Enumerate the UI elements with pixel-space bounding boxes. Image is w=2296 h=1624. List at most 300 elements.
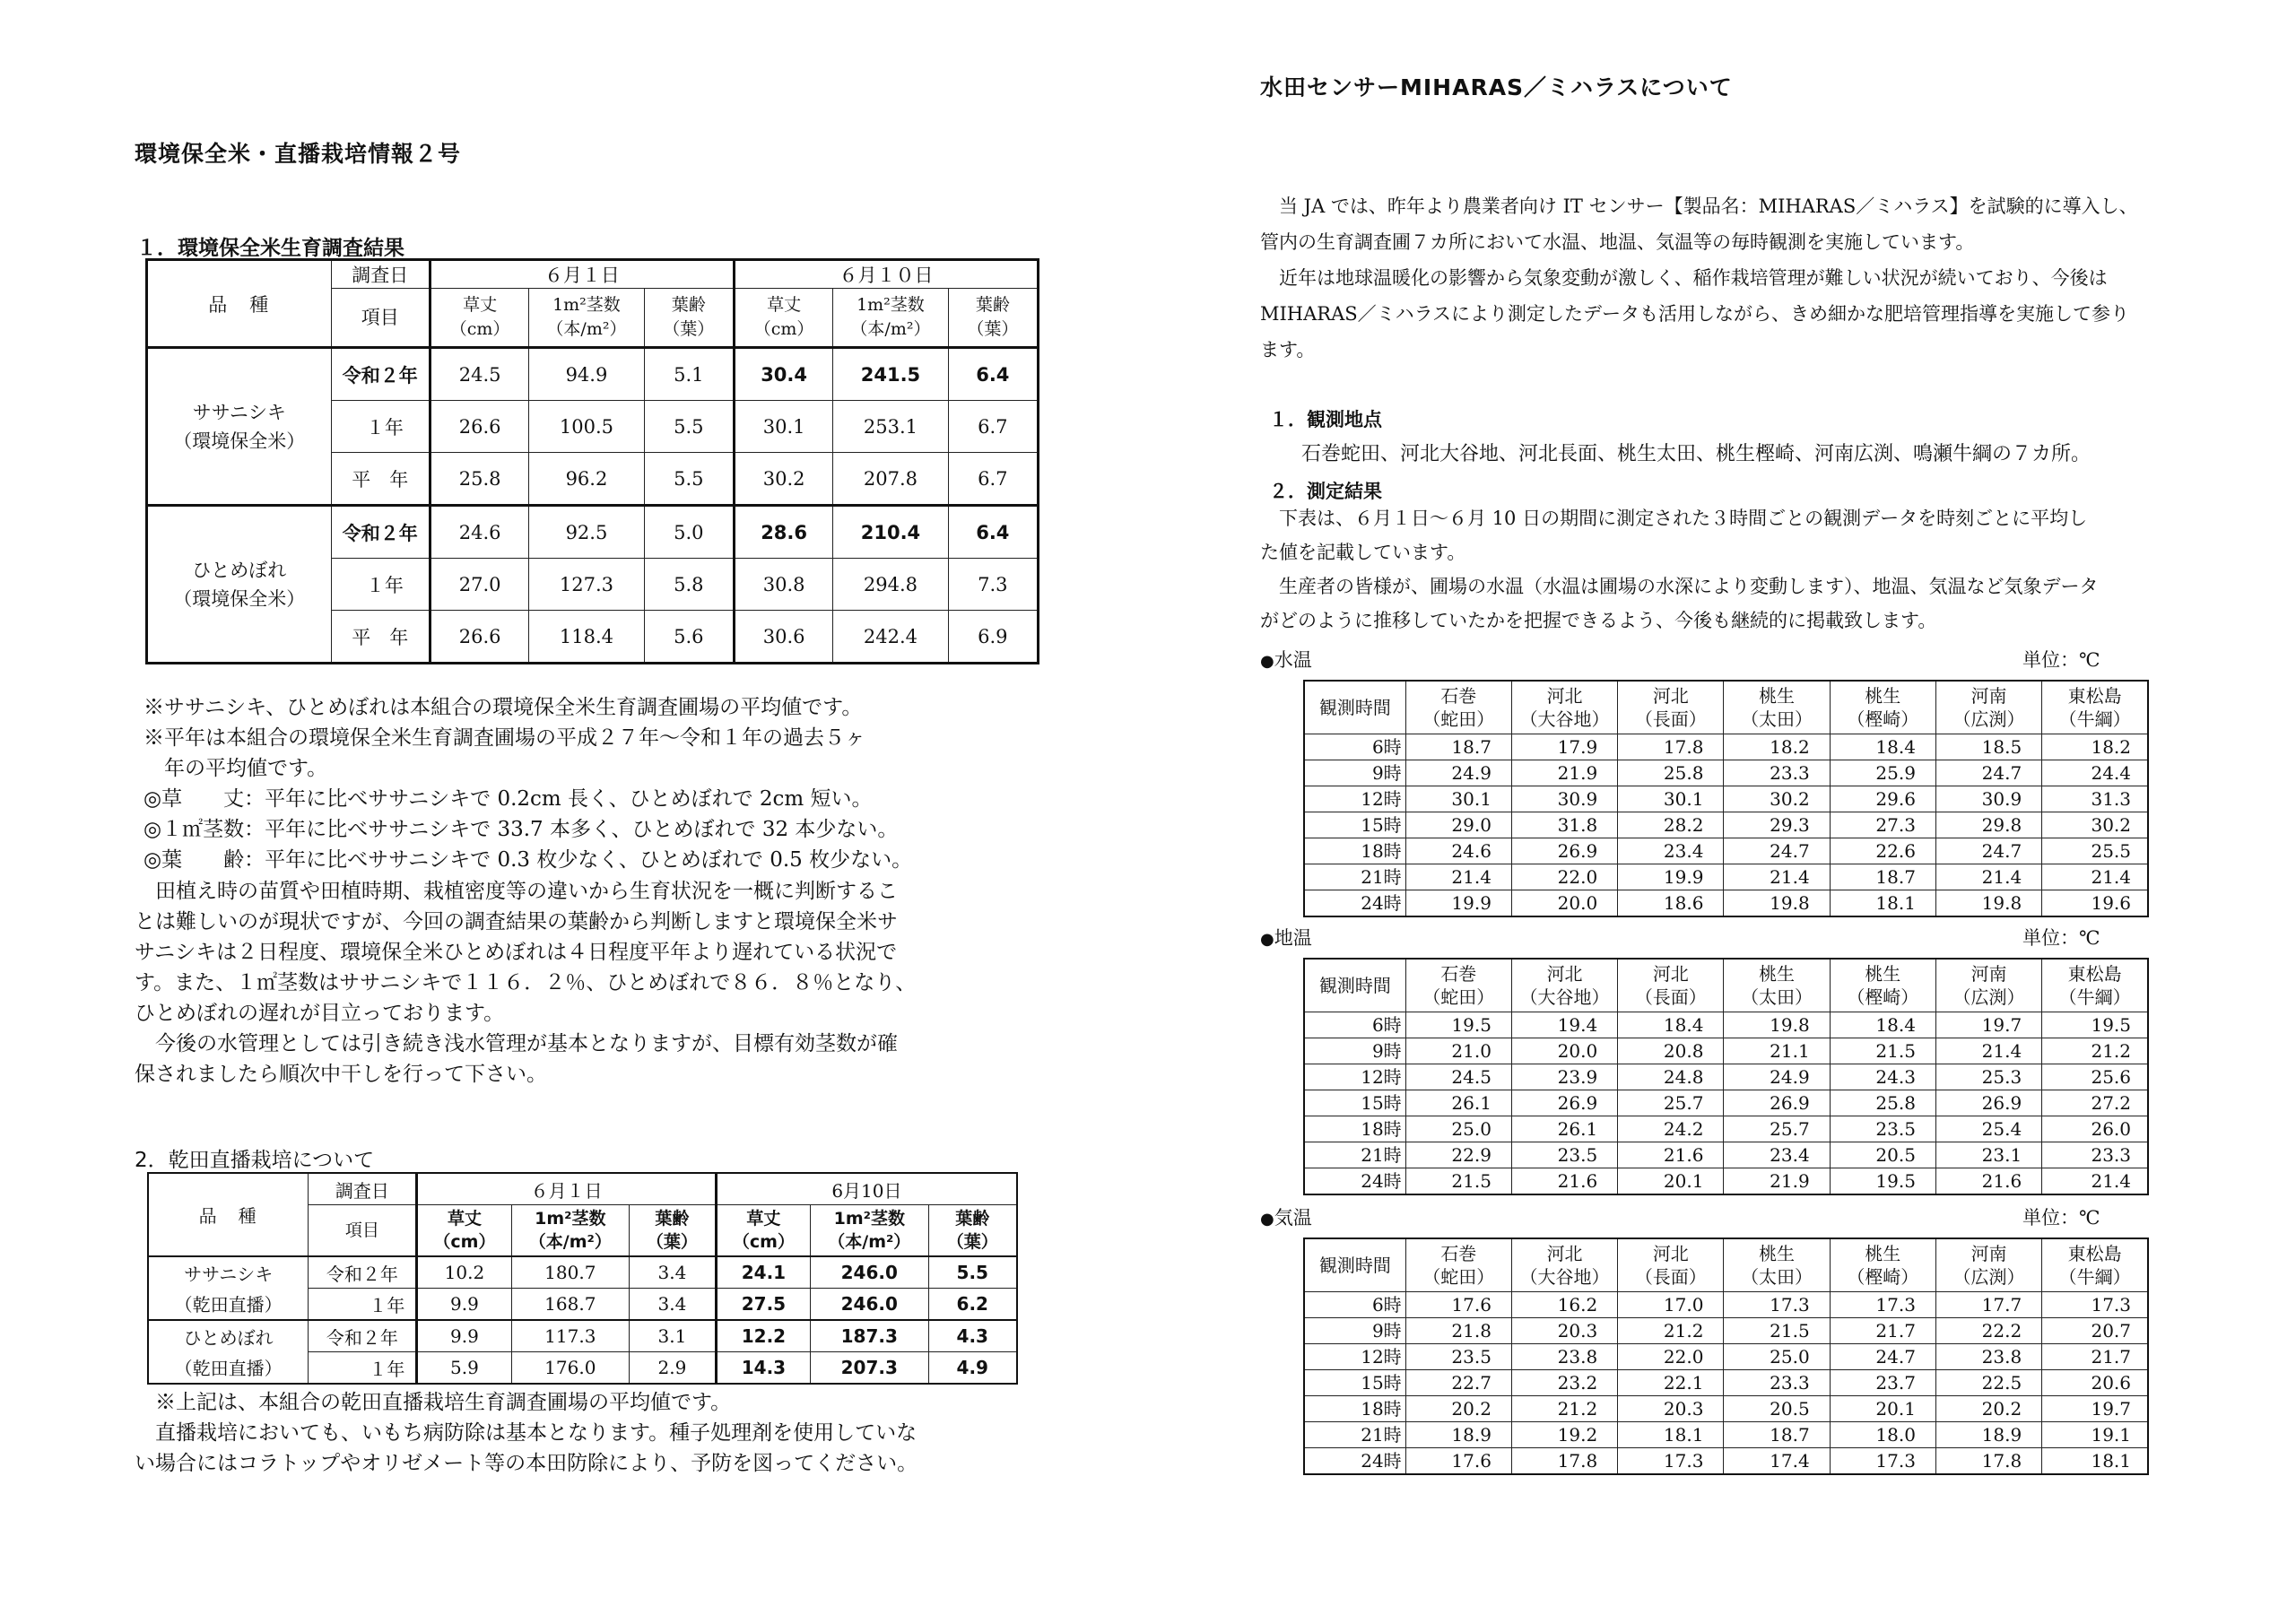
date2-header: 6月10日 bbox=[716, 1173, 1017, 1205]
right-page bbox=[1260, 0, 2193, 1624]
note-line: ◎１㎡茎数：平年に比べササニシキで 33.7 本多く、ひとめぼれで 32 本少ない。 bbox=[144, 818, 899, 841]
time-cell: 6時 bbox=[1304, 1012, 1405, 1038]
time-header: 観測時間 bbox=[1304, 959, 1405, 1012]
column-header: 1m²茎数 （本/m²） bbox=[833, 289, 948, 348]
value-cell: 117.3 bbox=[511, 1320, 630, 1352]
site-header: 河北 （大谷地） bbox=[1511, 1238, 1617, 1292]
note-line: ※平年は本組合の環境保全米生育調査圃場の平成２７年～令和１年の過去５ヶ bbox=[144, 726, 865, 750]
paragraph-line: 今後の水管理としては引き続き浅水管理が基本となりますが、目標有効茎数が確 bbox=[135, 1032, 898, 1055]
intro-line: MIHARAS／ミハラスにより測定したデータも活用しながら、きめ細かな肥培管理指導を実施して参り bbox=[1260, 303, 2130, 325]
value-cell: 3.4 bbox=[630, 1256, 717, 1289]
time-cell: 24時 bbox=[1304, 1168, 1405, 1195]
temperature-cell: 21.6 bbox=[1618, 1142, 1724, 1168]
temperature-cell: 30.2 bbox=[1724, 786, 1830, 812]
temperature-cell: 19.9 bbox=[1405, 890, 1511, 917]
site-header: 東松島 （牛綱） bbox=[2042, 681, 2148, 734]
value-cell: 6.4 bbox=[948, 506, 1038, 559]
year-label: １年 bbox=[331, 559, 430, 611]
value-cell: 294.8 bbox=[833, 559, 948, 611]
temperature-cell: 24.7 bbox=[1935, 838, 2041, 864]
value-cell: 30.2 bbox=[734, 453, 832, 506]
time-cell: 18時 bbox=[1304, 838, 1405, 864]
sensor-row bbox=[1304, 838, 2148, 864]
year-label: 令和２年 bbox=[331, 348, 430, 401]
value-cell: 176.0 bbox=[511, 1352, 630, 1385]
column-header: 葉齢 （葉） bbox=[948, 289, 1038, 348]
time-header: 観測時間 bbox=[1304, 681, 1405, 734]
temperature-cell: 22.9 bbox=[1405, 1142, 1511, 1168]
time-cell: 6時 bbox=[1304, 1292, 1405, 1318]
note-line: い場合にはコラトップやオリゼメート等の本田防除により、予防を図ってください。 bbox=[135, 1452, 918, 1475]
sensor-row bbox=[1304, 1168, 2148, 1195]
sensor-table-label bbox=[1260, 646, 1312, 673]
note-line: 年の平均値です。 bbox=[144, 757, 328, 780]
temperature-cell: 20.5 bbox=[1724, 1396, 1830, 1422]
temperature-cell: 29.3 bbox=[1724, 812, 1830, 838]
temperature-cell: 24.7 bbox=[1935, 760, 2041, 786]
temperature-cell: 21.4 bbox=[1405, 864, 1511, 890]
site-header: 桃生 （樫崎） bbox=[1830, 1238, 1935, 1292]
temperature-cell: 29.6 bbox=[1830, 786, 1935, 812]
section1-heading: １．環境保全米生育調査結果 bbox=[136, 237, 404, 260]
sensor-table bbox=[1303, 680, 2149, 917]
temperature-cell: 25.7 bbox=[1618, 1090, 1724, 1116]
time-cell: 21時 bbox=[1304, 864, 1405, 890]
value-cell: 246.0 bbox=[811, 1256, 929, 1289]
value-cell: 30.6 bbox=[734, 611, 832, 664]
note-line: ◎葉 齢：平年に比べササニシキで 0.3 枚少なく、ひとめぼれで 0.5 枚少ない。 bbox=[144, 848, 913, 872]
temperature-cell: 24.9 bbox=[1405, 760, 1511, 786]
site-header: 河北 （大谷地） bbox=[1511, 959, 1617, 1012]
temperature-cell: 21.5 bbox=[1724, 1318, 1830, 1344]
paragraph-line: 保されましたら順次中干しを行って下さい。 bbox=[135, 1063, 547, 1086]
sensor-row bbox=[1304, 1142, 2148, 1168]
temperature-cell: 17.8 bbox=[1511, 1448, 1617, 1475]
time-cell: 21時 bbox=[1304, 1422, 1405, 1448]
temperature-cell: 17.3 bbox=[1830, 1292, 1935, 1318]
value-cell: 5.5 bbox=[644, 401, 734, 453]
temperature-cell: 21.7 bbox=[1830, 1318, 1935, 1344]
year-label: １年 bbox=[309, 1289, 417, 1321]
time-cell: 12時 bbox=[1304, 1064, 1405, 1090]
temperature-cell: 25.4 bbox=[1935, 1116, 2041, 1142]
time-cell: 15時 bbox=[1304, 1090, 1405, 1116]
value-cell: 6.7 bbox=[948, 401, 1038, 453]
temperature-cell: 20.8 bbox=[1618, 1038, 1724, 1064]
temperature-cell: 31.8 bbox=[1511, 812, 1617, 838]
sensor-row bbox=[1304, 760, 2148, 786]
temperature-cell: 18.4 bbox=[1618, 1012, 1724, 1038]
sensor-row bbox=[1304, 890, 2148, 917]
temperature-cell: 26.9 bbox=[1935, 1090, 2041, 1116]
value-cell: 3.1 bbox=[630, 1320, 717, 1352]
sites-text: 石巻蛇田、河北大谷地、河北長面、桃生太田、桃生樫崎、河南広渕、鳴瀬牛綱の７カ所。 bbox=[1301, 443, 2092, 465]
column-header: 葉齢 （葉） bbox=[630, 1205, 717, 1257]
survey-date-header: 調査日 bbox=[309, 1173, 417, 1205]
value-cell: 24.5 bbox=[430, 348, 528, 401]
temperature-cell: 20.2 bbox=[1405, 1396, 1511, 1422]
temperature-cell: 24.4 bbox=[2042, 760, 2148, 786]
temperature-cell: 18.7 bbox=[1405, 734, 1511, 760]
sensor-table bbox=[1303, 958, 2149, 1195]
temperature-cell: 22.0 bbox=[1511, 864, 1617, 890]
temperature-cell: 17.3 bbox=[1724, 1292, 1830, 1318]
temperature-cell: 25.8 bbox=[1618, 760, 1724, 786]
date1-header: ６月１日 bbox=[430, 260, 734, 289]
time-cell: 6時 bbox=[1304, 734, 1405, 760]
direct-seeding-table bbox=[147, 1172, 1018, 1385]
temperature-cell: 17.3 bbox=[1830, 1448, 1935, 1475]
temperature-cell: 21.4 bbox=[1724, 864, 1830, 890]
value-cell: 5.5 bbox=[644, 453, 734, 506]
bullet-icon: ● bbox=[1260, 1210, 1274, 1229]
time-cell: 24時 bbox=[1304, 1448, 1405, 1475]
value-cell: 187.3 bbox=[811, 1320, 929, 1352]
temperature-cell: 19.4 bbox=[1511, 1012, 1617, 1038]
temperature-cell: 25.7 bbox=[1724, 1116, 1830, 1142]
value-cell: 5.9 bbox=[417, 1352, 511, 1385]
sensor-row bbox=[1304, 1038, 2148, 1064]
temperature-cell: 22.5 bbox=[1935, 1370, 2041, 1396]
results-line: 下表は、６月１日～６月 10 日の期間に測定された３時間ごとの観測データを時刻ごとに平均し bbox=[1260, 508, 2088, 529]
value-cell: 10.2 bbox=[417, 1256, 511, 1289]
header-row bbox=[147, 260, 1039, 289]
temperature-cell: 27.2 bbox=[2042, 1090, 2148, 1116]
sensor-row bbox=[1304, 1012, 2148, 1038]
temperature-cell: 17.0 bbox=[1618, 1292, 1724, 1318]
intro-line: ます。 bbox=[1260, 339, 1316, 360]
temperature-cell: 29.0 bbox=[1405, 812, 1511, 838]
temperature-cell: 17.4 bbox=[1724, 1448, 1830, 1475]
sensor-header-row bbox=[1304, 1238, 2148, 1292]
temperature-cell: 26.9 bbox=[1511, 1090, 1617, 1116]
value-cell: 168.7 bbox=[511, 1289, 630, 1321]
temperature-cell: 21.4 bbox=[2042, 864, 2148, 890]
variety-header: 品 種 bbox=[147, 260, 332, 348]
temperature-cell: 24.8 bbox=[1618, 1064, 1724, 1090]
temperature-cell: 23.4 bbox=[1724, 1142, 1830, 1168]
results-line: 生産者の皆様が、圃場の水温（水温は圃場の水深により変動します）、地温、気温など気象データ bbox=[1260, 576, 2099, 597]
temperature-cell: 17.3 bbox=[2042, 1292, 2148, 1318]
temperature-cell: 20.0 bbox=[1511, 1038, 1617, 1064]
column-header: 葉齢 （葉） bbox=[644, 289, 734, 348]
sensor-row bbox=[1304, 1370, 2148, 1396]
value-cell: 9.9 bbox=[417, 1289, 511, 1321]
temperature-cell: 19.5 bbox=[1405, 1012, 1511, 1038]
year-label: １年 bbox=[309, 1352, 417, 1385]
results-line: た値を記載しています。 bbox=[1260, 542, 1466, 563]
variety-name: ひとめぼれ bbox=[148, 1320, 309, 1352]
temperature-cell: 26.0 bbox=[2042, 1116, 2148, 1142]
temperature-cell: 22.6 bbox=[1830, 838, 1935, 864]
value-cell: 9.9 bbox=[417, 1320, 511, 1352]
value-cell: 253.1 bbox=[833, 401, 948, 453]
value-cell: 27.5 bbox=[716, 1289, 810, 1321]
temperature-cell: 17.9 bbox=[1511, 734, 1617, 760]
column-header: 1m²茎数 （本/m²） bbox=[511, 1205, 630, 1257]
temperature-cell: 17.6 bbox=[1405, 1448, 1511, 1475]
value-cell: 6.7 bbox=[948, 453, 1038, 506]
temperature-cell: 26.1 bbox=[1511, 1116, 1617, 1142]
temperature-cell: 24.3 bbox=[1830, 1064, 1935, 1090]
temperature-cell: 18.9 bbox=[1935, 1422, 2041, 1448]
sensor-row bbox=[1304, 786, 2148, 812]
value-cell: 6.4 bbox=[948, 348, 1038, 401]
left-page bbox=[135, 0, 1031, 1624]
temperature-cell: 27.3 bbox=[1830, 812, 1935, 838]
temperature-cell: 31.3 bbox=[2042, 786, 2148, 812]
sensor-row bbox=[1304, 864, 2148, 890]
paragraph-line: サニシキは２日程度、環境保全米ひとめぼれは４日程度平年より遅れている状況で bbox=[135, 941, 898, 964]
value-cell: 14.3 bbox=[716, 1352, 810, 1385]
temperature-cell: 23.1 bbox=[1935, 1142, 2041, 1168]
temperature-cell: 18.9 bbox=[1405, 1422, 1511, 1448]
temperature-cell: 24.2 bbox=[1618, 1116, 1724, 1142]
sensor-row bbox=[1304, 1318, 2148, 1344]
year-label: 令和２年 bbox=[331, 506, 430, 559]
temperature-cell: 20.0 bbox=[1511, 890, 1617, 917]
paragraph-line: す。また、１㎡茎数はササニシキで１１６．２％、ひとめぼれで８６．８％となり、 bbox=[135, 971, 917, 994]
date1-header: ６月１日 bbox=[417, 1173, 716, 1205]
temperature-cell: 30.1 bbox=[1405, 786, 1511, 812]
value-cell: 5.8 bbox=[644, 559, 734, 611]
temperature-cell: 19.8 bbox=[1724, 890, 1830, 917]
variety-name: ササニシキ bbox=[148, 1256, 309, 1289]
value-cell: 30.8 bbox=[734, 559, 832, 611]
column-header: 葉齢 （葉） bbox=[928, 1205, 1017, 1257]
temperature-cell: 17.3 bbox=[1618, 1448, 1724, 1475]
temperature-cell: 22.7 bbox=[1405, 1370, 1511, 1396]
temperature-cell: 23.5 bbox=[1830, 1116, 1935, 1142]
temperature-cell: 19.1 bbox=[2042, 1422, 2148, 1448]
column-header: 草丈 （cm） bbox=[417, 1205, 511, 1257]
temperature-cell: 22.0 bbox=[1618, 1344, 1724, 1370]
temperature-cell: 19.7 bbox=[1935, 1012, 2041, 1038]
time-cell: 12時 bbox=[1304, 1344, 1405, 1370]
temperature-cell: 25.5 bbox=[2042, 838, 2148, 864]
paragraph-line: ひとめぼれの遅れが目立っております。 bbox=[135, 1002, 505, 1025]
variety-name: ササニシキ （環境保全米） bbox=[147, 348, 332, 506]
intro-line: 管内の生育調査圃７カ所において水温、地温、気温等の毎時観測を実施しています。 bbox=[1260, 231, 1975, 253]
temperature-cell: 21.4 bbox=[1935, 864, 2041, 890]
value-cell: 26.6 bbox=[430, 401, 528, 453]
value-cell: 3.4 bbox=[630, 1289, 717, 1321]
sensor-row bbox=[1304, 1090, 2148, 1116]
temperature-cell: 21.8 bbox=[1405, 1318, 1511, 1344]
temperature-cell: 23.8 bbox=[1935, 1344, 2041, 1370]
value-cell: 4.3 bbox=[928, 1320, 1017, 1352]
value-cell: 127.3 bbox=[529, 559, 644, 611]
temperature-cell: 19.8 bbox=[1935, 890, 2041, 917]
temperature-cell: 23.7 bbox=[1830, 1370, 1935, 1396]
temperature-cell: 17.7 bbox=[1935, 1292, 2041, 1318]
paragraph-line: とは難しいのが現状ですが、今回の調査結果の葉齢から判断しますと環境保全米サ bbox=[135, 910, 898, 934]
survey-date-header: 調査日 bbox=[331, 260, 430, 289]
temperature-cell: 21.9 bbox=[1724, 1168, 1830, 1195]
sensor-table-label bbox=[1260, 1203, 1312, 1230]
header-row bbox=[148, 1173, 1017, 1205]
h-observation-sites: １．観測地点 bbox=[1269, 409, 1382, 430]
temperature-cell: 21.6 bbox=[1511, 1168, 1617, 1195]
table-row bbox=[147, 506, 1039, 559]
temperature-cell: 18.4 bbox=[1830, 1012, 1935, 1038]
temperature-cell: 18.5 bbox=[1935, 734, 2041, 760]
column-header: 草丈 （cm） bbox=[716, 1205, 810, 1257]
value-cell: 12.2 bbox=[716, 1320, 810, 1352]
time-cell: 9時 bbox=[1304, 760, 1405, 786]
temperature-cell: 18.7 bbox=[1830, 864, 1935, 890]
value-cell: 100.5 bbox=[529, 401, 644, 453]
value-cell: 2.9 bbox=[630, 1352, 717, 1385]
value-cell: 207.3 bbox=[811, 1352, 929, 1385]
temperature-cell: 22.1 bbox=[1618, 1370, 1724, 1396]
time-cell: 9時 bbox=[1304, 1318, 1405, 1344]
temperature-cell: 23.5 bbox=[1405, 1344, 1511, 1370]
temperature-cell: 16.2 bbox=[1511, 1292, 1617, 1318]
value-cell: 5.5 bbox=[928, 1256, 1017, 1289]
temperature-cell: 17.6 bbox=[1405, 1292, 1511, 1318]
site-header: 河南 （広渕） bbox=[1935, 681, 2041, 734]
value-cell: 5.0 bbox=[644, 506, 734, 559]
temperature-cell: 18.4 bbox=[1830, 734, 1935, 760]
temperature-cell: 23.3 bbox=[1724, 760, 1830, 786]
bullet-icon: ● bbox=[1260, 930, 1274, 949]
temperature-cell: 24.7 bbox=[1724, 838, 1830, 864]
temperature-cell: 18.1 bbox=[2042, 1448, 2148, 1475]
note-line: 直播栽培においても、いもち病防除は基本となります。種子処理剤を使用していな bbox=[135, 1421, 918, 1445]
sensor-row bbox=[1304, 1422, 2148, 1448]
temperature-cell: 17.8 bbox=[1618, 734, 1724, 760]
site-header: 石巻 （蛇田） bbox=[1405, 1238, 1511, 1292]
growth-survey-table-1 bbox=[145, 258, 1039, 664]
temperature-cell: 24.7 bbox=[1830, 1344, 1935, 1370]
temperature-cell: 19.5 bbox=[2042, 1012, 2148, 1038]
site-header: 桃生 （太田） bbox=[1724, 1238, 1830, 1292]
note-line: ◎草 丈：平年に比べササニシキで 0.2cm 長く、ひとめぼれで 2cm 短い。 bbox=[144, 787, 873, 811]
temperature-cell: 25.0 bbox=[1405, 1116, 1511, 1142]
unit-label: 単位：℃ bbox=[2022, 927, 2100, 949]
temperature-cell: 29.8 bbox=[1935, 812, 2041, 838]
time-cell: 18時 bbox=[1304, 1116, 1405, 1142]
date2-header: ６月１０日 bbox=[734, 260, 1038, 289]
temperature-cell: 18.7 bbox=[1724, 1422, 1830, 1448]
site-header: 河北 （長面） bbox=[1618, 959, 1724, 1012]
temperature-cell: 19.9 bbox=[1618, 864, 1724, 890]
temperature-cell: 25.6 bbox=[2042, 1064, 2148, 1090]
temperature-cell: 20.2 bbox=[1935, 1396, 2041, 1422]
temperature-cell: 24.6 bbox=[1405, 838, 1511, 864]
value-cell: 26.6 bbox=[430, 611, 528, 664]
site-header: 石巻 （蛇田） bbox=[1405, 681, 1511, 734]
value-cell: 6.2 bbox=[928, 1289, 1017, 1321]
site-header: 桃生 （樫崎） bbox=[1830, 959, 1935, 1012]
sensor-table-title: 地温 bbox=[1274, 927, 1312, 949]
temperature-cell: 24.5 bbox=[1405, 1064, 1511, 1090]
section2-heading: 2．乾田直播栽培について bbox=[135, 1149, 375, 1172]
sensor-table-title: 気温 bbox=[1274, 1207, 1312, 1229]
temperature-cell: 18.6 bbox=[1618, 890, 1724, 917]
value-cell: 96.2 bbox=[529, 453, 644, 506]
time-cell: 9時 bbox=[1304, 1038, 1405, 1064]
temperature-cell: 19.5 bbox=[1830, 1168, 1935, 1195]
value-cell: 180.7 bbox=[511, 1256, 630, 1289]
sensor-row bbox=[1304, 1344, 2148, 1370]
value-cell: 5.6 bbox=[644, 611, 734, 664]
time-header: 観測時間 bbox=[1304, 1238, 1405, 1292]
variety-name: （乾田直播） bbox=[148, 1289, 309, 1321]
value-cell: 94.9 bbox=[529, 348, 644, 401]
value-cell: 27.0 bbox=[430, 559, 528, 611]
note-line: ※ササニシキ、ひとめぼれは本組合の環境保全米生育調査圃場の平均値です。 bbox=[144, 696, 863, 719]
site-header: 桃生 （太田） bbox=[1724, 681, 1830, 734]
table-row bbox=[148, 1289, 1017, 1321]
item-header: 項目 bbox=[309, 1205, 417, 1257]
temperature-cell: 30.1 bbox=[1618, 786, 1724, 812]
temperature-cell: 26.9 bbox=[1511, 838, 1617, 864]
results-line: がどのように推移していたかを把握できるよう、今後も継続的に掲載致します。 bbox=[1260, 610, 1937, 631]
variety-header: 品 種 bbox=[148, 1173, 309, 1256]
time-cell: 15時 bbox=[1304, 1370, 1405, 1396]
year-label: 令和２年 bbox=[309, 1320, 417, 1352]
intro-line: 近年は地球温暖化の影響から気象変動が激しく、稲作栽培管理が難しい状況が続いており、今後は bbox=[1260, 267, 2108, 289]
unit-label: 単位：℃ bbox=[2022, 1207, 2100, 1229]
temperature-cell: 21.2 bbox=[2042, 1038, 2148, 1064]
temperature-cell: 23.8 bbox=[1511, 1344, 1617, 1370]
value-cell: 30.4 bbox=[734, 348, 832, 401]
table-row bbox=[148, 1352, 1017, 1385]
site-header: 東松島 （牛綱） bbox=[2042, 959, 2148, 1012]
value-cell: 242.4 bbox=[833, 611, 948, 664]
year-label: １年 bbox=[331, 401, 430, 453]
time-cell: 18時 bbox=[1304, 1396, 1405, 1422]
temperature-cell: 21.4 bbox=[2042, 1168, 2148, 1195]
temperature-cell: 19.6 bbox=[2042, 890, 2148, 917]
left-title: 環境保全米・直播栽培情報２号 bbox=[135, 141, 462, 167]
temperature-cell: 18.1 bbox=[1618, 1422, 1724, 1448]
site-header: 河北 （長面） bbox=[1618, 681, 1724, 734]
value-cell: 241.5 bbox=[833, 348, 948, 401]
temperature-cell: 21.6 bbox=[1935, 1168, 2041, 1195]
right-title: 水田センサーMIHARAS／ミハラスについて bbox=[1260, 74, 1733, 100]
temperature-cell: 28.2 bbox=[1618, 812, 1724, 838]
temperature-cell: 24.9 bbox=[1724, 1064, 1830, 1090]
temperature-cell: 30.9 bbox=[1935, 786, 2041, 812]
table-row bbox=[148, 1320, 1017, 1352]
site-header: 河北 （長面） bbox=[1618, 1238, 1724, 1292]
temperature-cell: 19.8 bbox=[1724, 1012, 1830, 1038]
temperature-cell: 23.4 bbox=[1618, 838, 1724, 864]
temperature-cell: 21.4 bbox=[1935, 1038, 2041, 1064]
value-cell: 25.8 bbox=[430, 453, 528, 506]
column-header: 草丈 （cm） bbox=[430, 289, 528, 348]
value-cell: 24.1 bbox=[716, 1256, 810, 1289]
temperature-cell: 21.5 bbox=[1405, 1168, 1511, 1195]
sensor-table bbox=[1303, 1238, 2149, 1475]
value-cell: 6.9 bbox=[948, 611, 1038, 664]
temperature-cell: 17.8 bbox=[1935, 1448, 2041, 1475]
note-line: ※上記は、本組合の乾田直播栽培生育調査圃場の平均値です。 bbox=[135, 1391, 732, 1414]
temperature-cell: 25.8 bbox=[1830, 1090, 1935, 1116]
sensor-header-row bbox=[1304, 959, 2148, 1012]
temperature-cell: 18.2 bbox=[2042, 734, 2148, 760]
temperature-cell: 23.3 bbox=[1724, 1370, 1830, 1396]
temperature-cell: 18.0 bbox=[1830, 1422, 1935, 1448]
temperature-cell: 30.9 bbox=[1511, 786, 1617, 812]
temperature-cell: 21.9 bbox=[1511, 760, 1617, 786]
temperature-cell: 26.9 bbox=[1724, 1090, 1830, 1116]
sensor-row bbox=[1304, 1292, 2148, 1318]
temperature-cell: 25.9 bbox=[1830, 760, 1935, 786]
